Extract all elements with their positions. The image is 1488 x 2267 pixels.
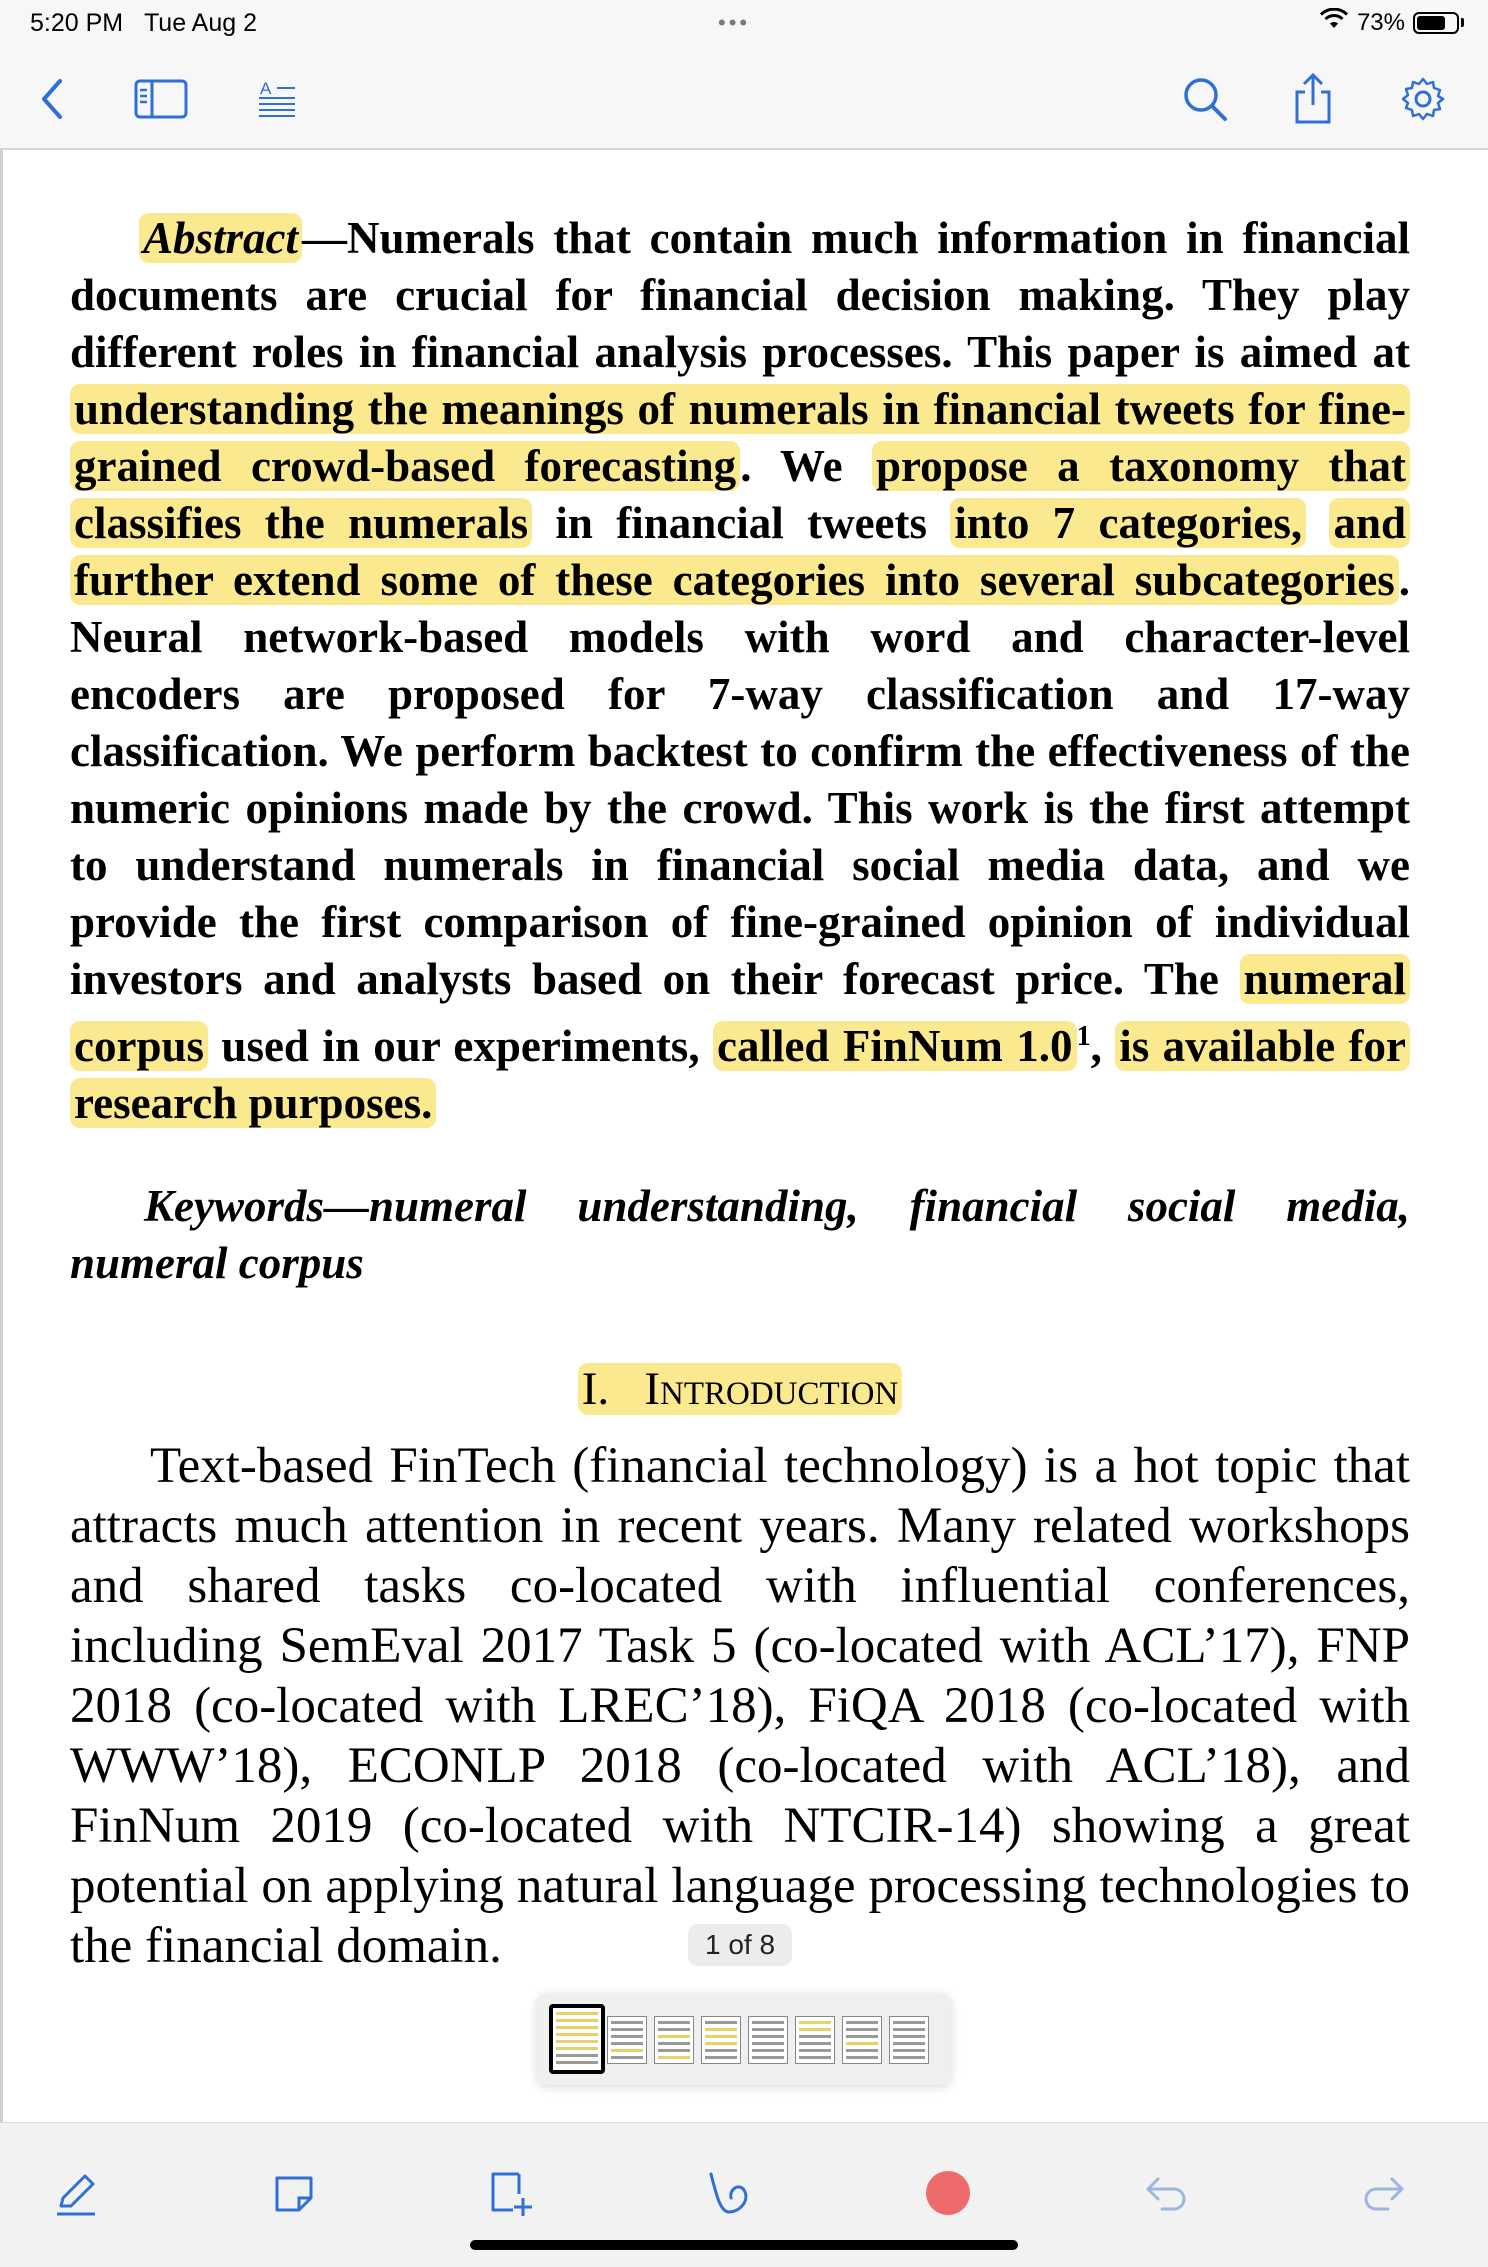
page-thumbnail[interactable] bbox=[748, 2016, 788, 2064]
search-icon bbox=[1180, 74, 1230, 124]
settings-gear-icon bbox=[1400, 76, 1446, 122]
color-picker-icon bbox=[924, 2169, 972, 2217]
shape-icon bbox=[271, 2170, 317, 2216]
abstract-text: . Neural network-based models with word and character-level encoders are proposed for 7-way classification and 17-way classification. We perform backtest to confirm the effectiveness of the numeric opinions made by the crowd. This work is the first attempt to understand numerals in financial social media data, and we provide the first comparison of fine-grained opinion of individual investors and analysts based on their forecast price. The bbox=[70, 555, 1410, 1004]
page-indicator: 1 of 8 bbox=[688, 1924, 792, 1966]
redo-icon bbox=[1360, 2173, 1408, 2213]
page-thumbnail[interactable] bbox=[842, 2016, 882, 2064]
undo-button[interactable] bbox=[1136, 2163, 1196, 2223]
lasso-icon bbox=[703, 2168, 757, 2218]
abstract-paragraph bbox=[70, 210, 1410, 1132]
top-toolbar bbox=[0, 48, 1488, 150]
document-content bbox=[70, 210, 1410, 1976]
settings-button[interactable] bbox=[1396, 72, 1450, 126]
abstract-text: . We bbox=[740, 441, 872, 491]
document-page[interactable] bbox=[0, 150, 1488, 2122]
shape-tool-button[interactable] bbox=[264, 2163, 324, 2223]
battery-percent: 73% bbox=[1356, 8, 1405, 36]
keywords-line: Keywords—numeral understanding, financial social media, numeral corpus bbox=[70, 1181, 1410, 1288]
sidebar-toggle-button[interactable] bbox=[134, 72, 188, 126]
page-scrubber[interactable] bbox=[537, 1993, 951, 2085]
status-time: 5:20 PM bbox=[30, 9, 124, 37]
highlighted-text[interactable]: Abstract bbox=[139, 213, 302, 263]
highlighted-text[interactable]: propose a taxonomy that classifies the numerals bbox=[70, 441, 1410, 548]
battery-tip bbox=[1461, 18, 1464, 27]
page-thumbnail[interactable] bbox=[654, 2016, 694, 2064]
home-indicator[interactable] bbox=[470, 2240, 1018, 2250]
intro-paragraph: Text-based FinTech (financial technology) is a hot topic that attracts much attention in recent years. Many related workshops and shared tasks co-located with influential conferences, including SemEval 2017 Task 5 (co-located with ACL’17), FNP 2018 (co-located with LREC’18), FiQA 2018 (co-located with WWW’18), ECONLP 2018 (co-located with ACL’18), and FinNum 2019 (co-located with NTCIR-14) showing a great potential on applying natural language processing technologies to the financial domain. bbox=[70, 1438, 1410, 1974]
status-indicators bbox=[1319, 8, 1464, 37]
multitasking-dots-icon[interactable]: ••• bbox=[718, 10, 751, 35]
share-button[interactable] bbox=[1286, 72, 1340, 126]
pencil-icon bbox=[51, 2168, 101, 2218]
highlighted-text[interactable]: is available for research purposes. bbox=[70, 1021, 1410, 1128]
page-thumbnail[interactable] bbox=[607, 2016, 647, 2064]
status-time-date bbox=[30, 9, 257, 38]
abstract-text: used in our experiments, bbox=[208, 1021, 713, 1071]
share-icon bbox=[1291, 72, 1335, 126]
text-reader-icon bbox=[255, 77, 299, 121]
highlighted-text[interactable]: into 7 categories, bbox=[950, 498, 1306, 548]
lasso-tool-button[interactable] bbox=[700, 2163, 760, 2223]
svg-text:A: A bbox=[260, 79, 272, 98]
status-date: Tue Aug 2 bbox=[143, 9, 258, 37]
abstract-text: , bbox=[1090, 1021, 1116, 1071]
page-thumbnail[interactable] bbox=[889, 2016, 929, 2064]
section-heading-highlight bbox=[578, 1363, 903, 1415]
text-reader-button[interactable] bbox=[250, 72, 304, 126]
pen-tool-button[interactable] bbox=[46, 2163, 106, 2223]
search-button[interactable] bbox=[1178, 72, 1232, 126]
page-edge bbox=[0, 150, 3, 2122]
section-title: Introduction bbox=[644, 1363, 899, 1415]
section-number: I. bbox=[581, 1363, 610, 1415]
page-thumbnail[interactable] bbox=[795, 2016, 835, 2064]
add-box-button[interactable] bbox=[480, 2163, 540, 2223]
battery-icon bbox=[1413, 12, 1459, 34]
sidebar-toggle-icon bbox=[134, 78, 188, 120]
page-thumbnail[interactable] bbox=[549, 2004, 605, 2074]
redo-button[interactable] bbox=[1354, 2163, 1414, 2223]
add-box-icon bbox=[485, 2168, 535, 2218]
abstract-text: in financial tweets bbox=[532, 498, 951, 548]
page-thumbnail[interactable] bbox=[701, 2016, 741, 2064]
abstract-text bbox=[1306, 498, 1329, 548]
back-chevron-icon bbox=[38, 77, 68, 121]
color-picker-button[interactable] bbox=[918, 2163, 978, 2223]
highlighted-text[interactable]: and further extend some of these categories into several subcategories bbox=[70, 498, 1410, 605]
highlighted-text[interactable]: called FinNum 1.0 bbox=[713, 1021, 1077, 1071]
back-button[interactable] bbox=[26, 72, 80, 126]
footnote-marker: 1 bbox=[1076, 1021, 1091, 1052]
abstract-text: —Numerals that contain much information in financial documents are crucial for financial decision making. They play different roles in financial analysis processes. This paper is aimed at bbox=[70, 213, 1410, 377]
wifi-icon bbox=[1319, 8, 1349, 37]
highlighted-text[interactable]: understanding the meanings of numerals in financial tweets for fine-grained crowd-based forecasting bbox=[70, 384, 1410, 491]
status-bar bbox=[0, 0, 1488, 48]
highlighted-text[interactable]: numeral corpus bbox=[70, 954, 1410, 1071]
section-heading bbox=[70, 1362, 1410, 1416]
undo-icon bbox=[1142, 2173, 1190, 2213]
